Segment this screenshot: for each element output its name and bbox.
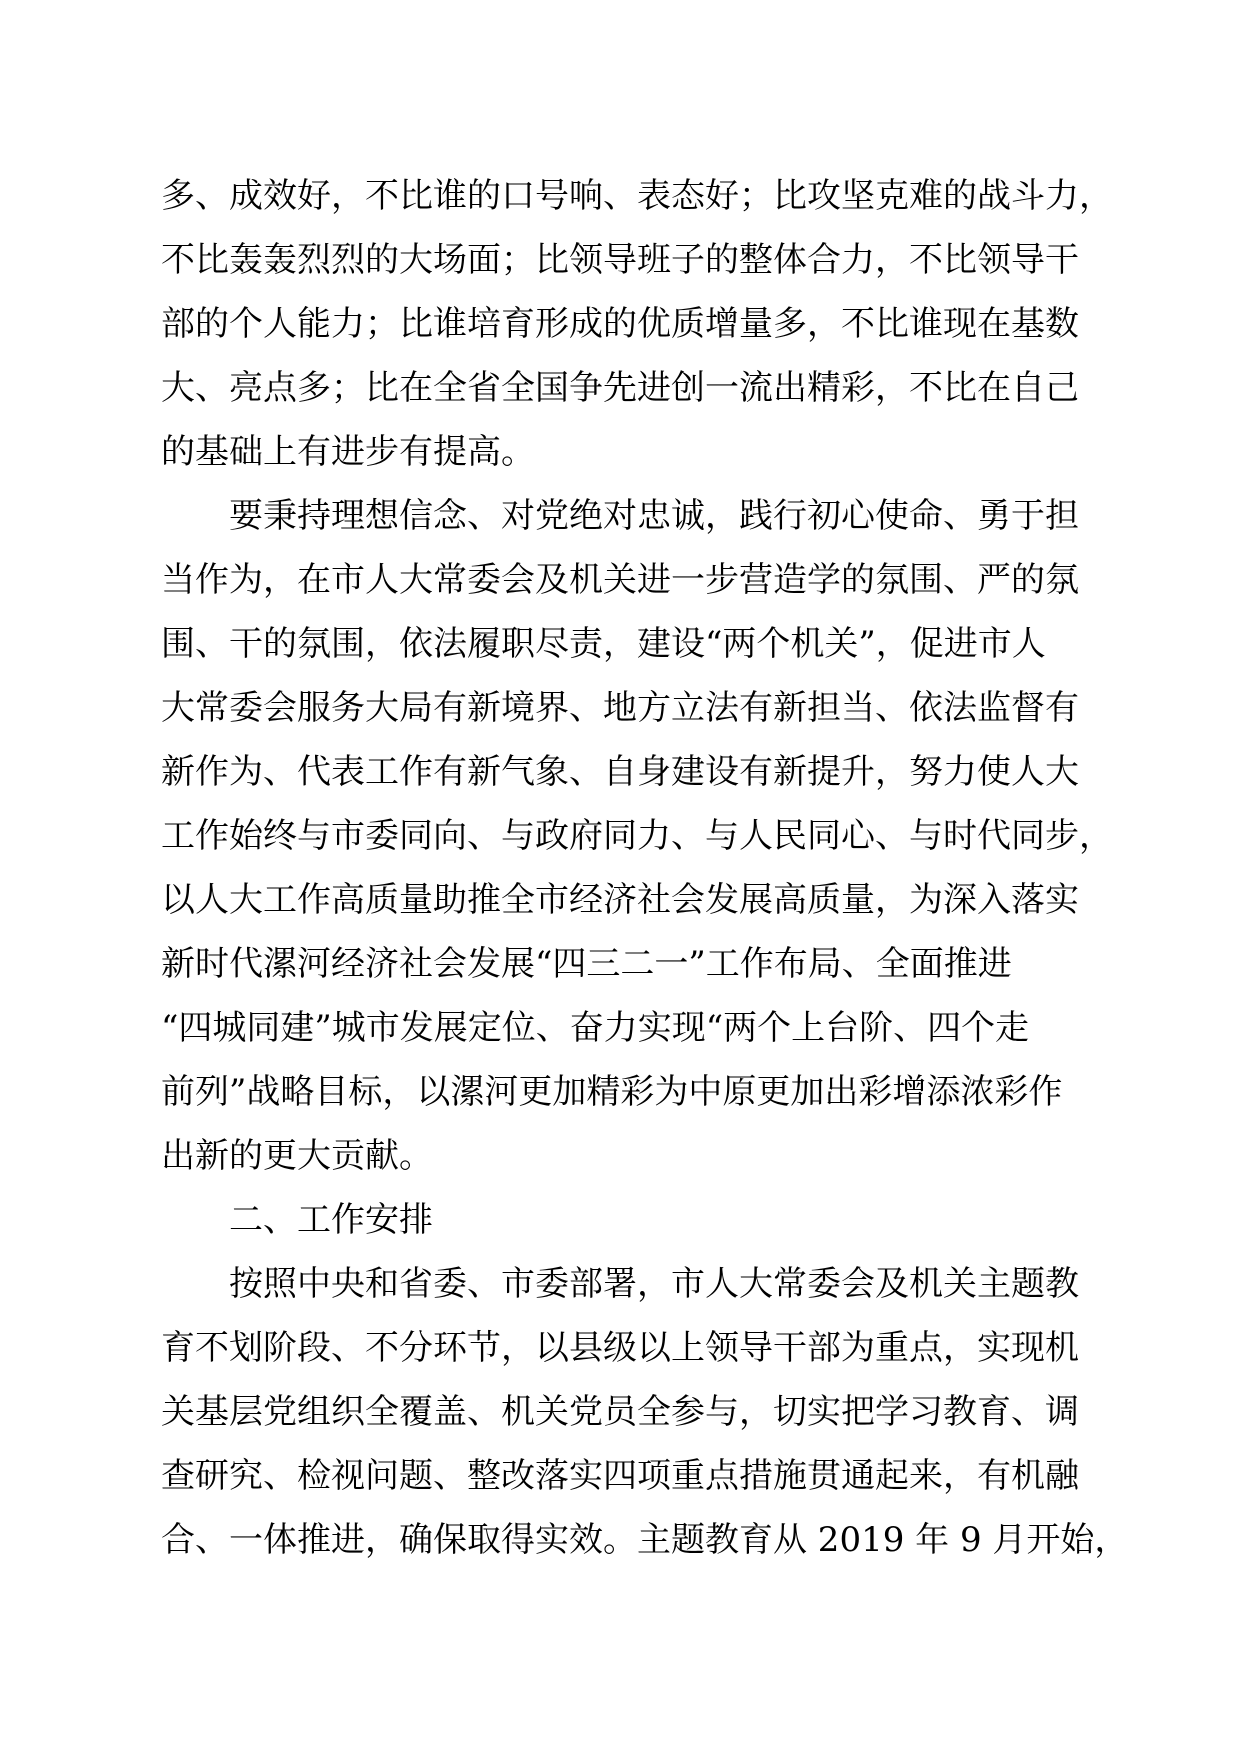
paragraph-start-line: 按照中央和省委、市委部署，市人大常委会及机关主题教 [161,1264,1079,1304]
text-line: 新作为、代表工作有新气象、自身建设有新提升，努力使人大 [161,752,1079,792]
text-line: 当作为，在市人大常委会及机关进一步营造学的氛围、严的氛 [161,560,1079,600]
text-line: 多、成效好，不比谁的口号响、表态好；比攻坚克难的战斗力， [161,176,1113,216]
text-line: 关基层党组织全覆盖、机关党员全参与，切实把学习教育、调 [161,1392,1079,1432]
text-line: 围、干的氛围，依法履职尽责，建设“两个机关”，促进市人 [161,624,1046,664]
text-line: 工作始终与市委同向、与政府同力、与人民同心、与时代同步， [161,816,1113,856]
text-line: 育不划阶段、不分环节，以县级以上领导干部为重点，实现机 [161,1328,1079,1368]
section-heading: 二、工作安排 [161,1200,433,1240]
text-line: 合、一体推进，确保取得实效。主题教育从 2019 年 9 月开始， [161,1520,1129,1560]
text-line: 大常委会服务大局有新境界、地方立法有新担当、依法监督有 [161,688,1079,728]
text-line: 不比轰轰烈烈的大场面；比领导班子的整体合力，不比领导干 [161,240,1079,280]
text-line: “四城同建”城市发展定位、奋力实现“两个上台阶、四个走 [161,1008,1030,1048]
text-line: 出新的更大贡献。 [161,1136,433,1176]
text-line: 大、亮点多；比在全省全国争先进创一流出精彩，不比在自己 [161,368,1079,408]
text-line: 以人大工作高质量助推全市经济社会发展高质量，为深入落实 [161,880,1079,920]
document-body [161,164,1129,1572]
text-line: 新时代漯河经济社会发展“四三二一”工作布局、全面推进 [161,944,1012,984]
text-line: 的基础上有进步有提高。 [161,432,535,472]
text-line: 查研究、检视问题、整改落实四项重点措施贯通起来，有机融 [161,1456,1079,1496]
text-line: 前列”战略目标，以漯河更加精彩为中原更加出彩增添浓彩作 [161,1072,1063,1112]
paragraph-start-line: 要秉持理想信念、对党绝对忠诚，践行初心使命、勇于担 [161,496,1079,536]
text-line: 部的个人能力；比谁培育形成的优质增量多，不比谁现在基数 [161,304,1079,344]
